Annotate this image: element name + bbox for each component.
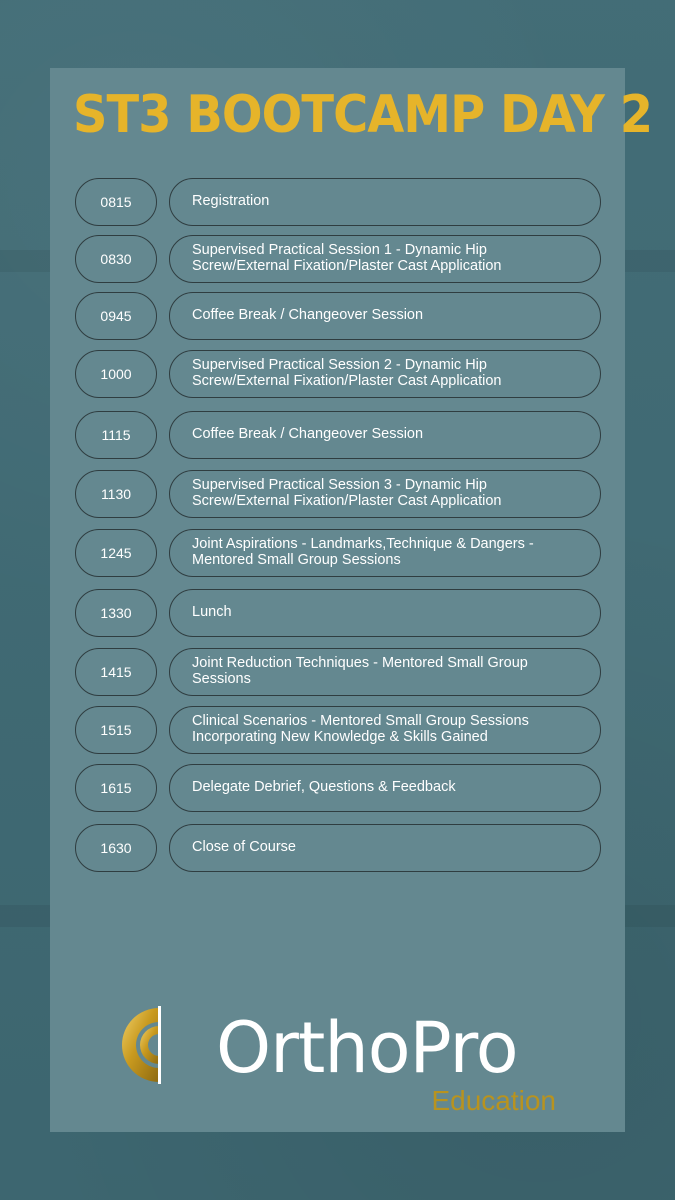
brand-name: OrthoPro <box>216 1007 518 1089</box>
orthopro-logo <box>118 998 578 1116</box>
session-pill <box>169 648 601 696</box>
session-text: Joint Reduction Techniques - Mentored Small Group Sessions <box>192 655 528 687</box>
session-text: Supervised Practical Session 1 - Dynamic Hip Screw/External Fixation/Plaster Cast Application <box>192 242 502 274</box>
time-pill: 1615 <box>75 764 157 812</box>
time-pill: 1330 <box>75 589 157 637</box>
schedule-row <box>75 292 601 340</box>
session-pill <box>169 824 601 872</box>
session-text: Joint Aspirations - Landmarks,Technique & Dangers - Mentored Small Group Sessions <box>192 536 534 568</box>
schedule-row <box>75 589 601 637</box>
time-pill: 1245 <box>75 529 157 577</box>
session-pill <box>169 764 601 812</box>
brand-subtitle: Education <box>431 1085 556 1116</box>
session-pill <box>169 178 601 226</box>
schedule-row <box>75 178 601 226</box>
time-pill: 0815 <box>75 178 157 226</box>
page-title: ST3 BOOTCAMP DAY 2 <box>73 85 653 145</box>
session-text: Supervised Practical Session 3 - Dynamic Hip Screw/External Fixation/Plaster Cast Application <box>192 477 502 509</box>
session-pill <box>169 589 601 637</box>
session-pill <box>169 235 601 283</box>
time-pill: 0945 <box>75 292 157 340</box>
schedule-row <box>75 648 601 696</box>
session-pill <box>169 292 601 340</box>
session-text: Delegate Debrief, Questions & Feedback <box>192 779 456 795</box>
time-pill: 1630 <box>75 824 157 872</box>
time-pill: 1515 <box>75 706 157 754</box>
time-pill: 1000 <box>75 350 157 398</box>
session-text: Close of Course <box>192 839 296 855</box>
orthopro-logo-icon <box>118 1004 200 1086</box>
session-pill <box>169 470 601 518</box>
schedule-row <box>75 764 601 812</box>
schedule-row <box>75 706 601 754</box>
time-pill: 1130 <box>75 470 157 518</box>
session-text: Registration <box>192 193 270 209</box>
schedule-row <box>75 824 601 872</box>
session-pill <box>169 350 601 398</box>
schedule-row <box>75 350 601 398</box>
session-text: Clinical Scenarios - Mentored Small Group Sessions Incorporating New Knowledge & Skills Gained <box>192 713 529 745</box>
schedule-panel <box>50 68 653 1132</box>
session-text: Lunch <box>192 604 232 620</box>
time-pill: 0830 <box>75 235 157 283</box>
session-text: Supervised Practical Session 2 - Dynamic Hip Screw/External Fixation/Plaster Cast Application <box>192 357 502 389</box>
session-pill <box>169 529 601 577</box>
session-text: Coffee Break / Changeover Session <box>192 307 424 323</box>
schedule-row <box>75 235 601 283</box>
session-pill <box>169 706 601 754</box>
schedule-row <box>75 529 601 577</box>
time-pill: 1115 <box>75 411 157 459</box>
schedule-row <box>75 470 601 518</box>
time-pill: 1415 <box>75 648 157 696</box>
session-pill <box>169 411 601 459</box>
schedule-row <box>75 411 601 459</box>
session-text: Coffee Break / Changeover Session <box>192 426 424 442</box>
